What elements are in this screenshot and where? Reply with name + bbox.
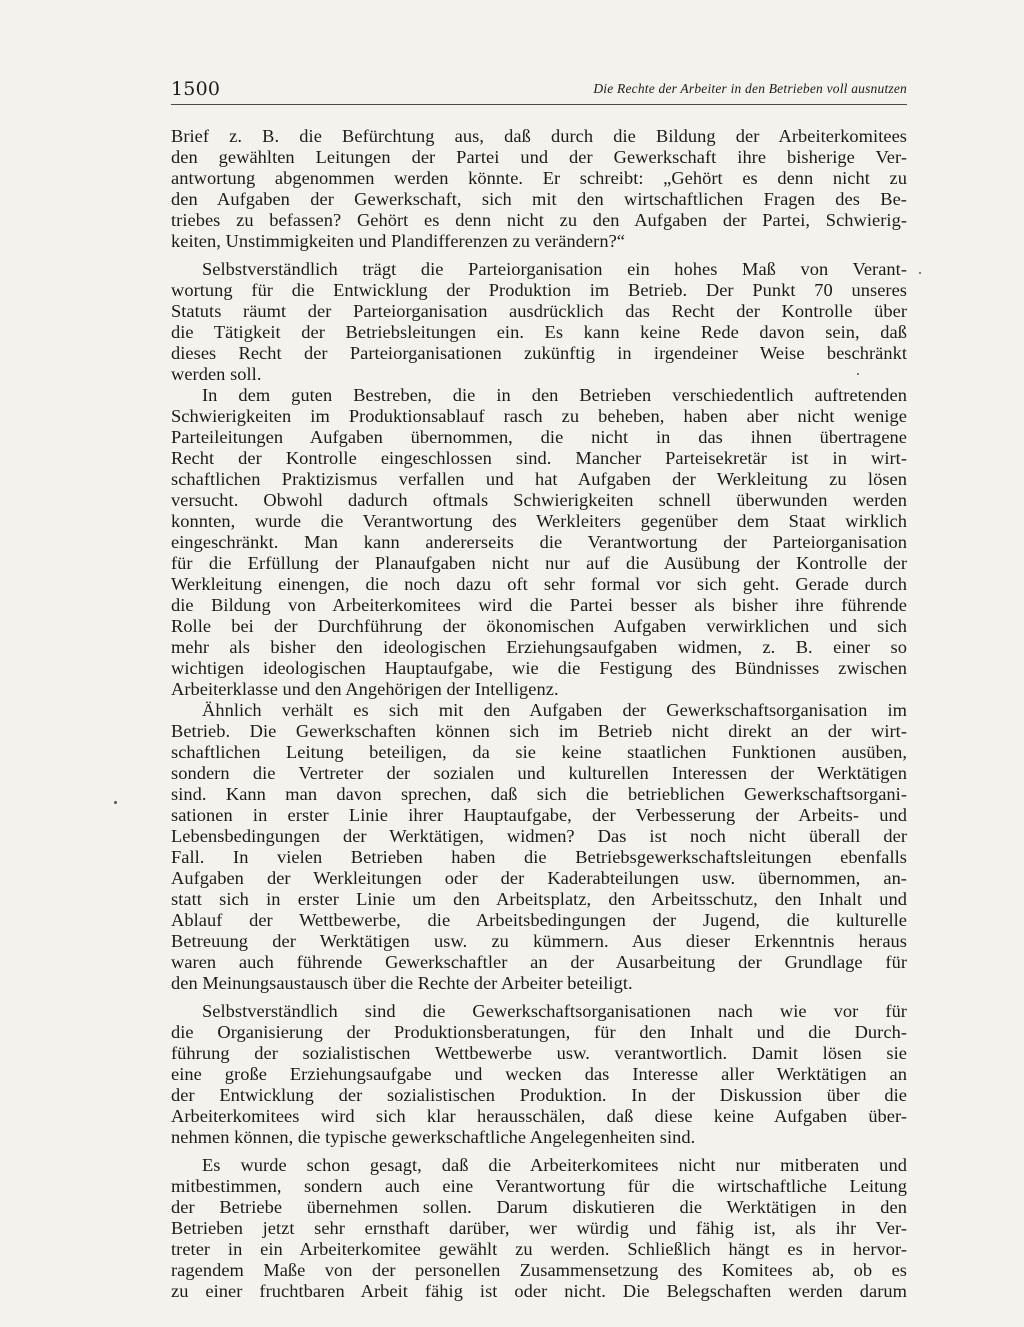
text-line: Recht der Kontrolle eingeschlossen sind. Mancher Parteisekretär ist in wirt- [171, 448, 907, 468]
text-line: versucht. Obwohl dadurch oftmals Schwierigkeiten schnell überwunden werden [171, 490, 907, 510]
text-line: Statuts räumt der Parteiorganisation ausdrücklich das Recht der Kontrolle über [171, 301, 907, 321]
text-line: eine große Erziehungsaufgabe und wecken das Interesse aller Werktätigen an [171, 1064, 907, 1084]
text-line: für die Erfüllung der Planaufgaben nicht nur auf die Ausübung der Kontrolle der [171, 553, 907, 573]
text-line: triebes zu befassen? Gehört es denn nicht zu den Aufgaben der Partei, Schwierig- [171, 210, 907, 230]
running-title: Die Rechte der Arbeiter in den Betrieben voll ausnutzen [593, 81, 907, 96]
text-line: Rolle bei der Durchführung der ökonomischen Aufgaben verwirklichen und sich [171, 616, 907, 636]
text-line: den gewählten Leitungen der Partei und der Gewerkschaft ihre bisherige Ver- [171, 147, 907, 167]
text-line: eingeschränkt. Man kann andererseits die Verantwortung der Parteiorganisation [171, 532, 907, 552]
text-line: antwortung abgenommen werden könnte. Er schreibt: „Gehört es denn nicht zu [171, 168, 907, 188]
text-line: keiten, Unstimmigkeiten und Plandifferenzen zu verändern?“ [171, 231, 625, 251]
page-number: 1500 [171, 78, 221, 100]
text-line: Betreuung der Werktätigen usw. zu kümmern. Aus dieser Erkenntnis heraus [171, 931, 907, 951]
text-line: Fall. In vielen Betrieben haben die Betriebsgewerkschaftsleitungen ebenfalls [171, 847, 907, 867]
scan-speck [114, 801, 117, 804]
text-line: führung der sozialistischen Wettbewerbe usw. verantwortlich. Damit lösen sie [171, 1043, 907, 1063]
text-line: treter in ein Arbeiterkomitee gewählt zu werden. Schließlich hängt es in hervor- [171, 1239, 907, 1259]
text-line: wichtigen ideologischen Hauptaufgabe, wie die Festigung des Bündnisses zwischen [171, 658, 907, 678]
paragraph-start-line: Selbstverständlich trägt die Parteiorganisation ein hohes Maß von Verant- [202, 259, 907, 279]
text-line: konnten, wurde die Verantwortung des Werkleiters gegenüber dem Staat wirklich [171, 511, 907, 531]
text-line: statt sich in erster Linie um den Arbeitsplatz, den Arbeitsschutz, den Inhalt und [171, 889, 907, 909]
text-line: waren auch führende Gewerkschaftler an der Ausarbeitung der Grundlage für [171, 952, 907, 972]
text-line: Parteileitungen Aufgaben übernommen, die nicht in das ihnen übertragene [171, 427, 907, 447]
text-line: Werkleitung einengen, die noch dazu oft sehr formal vor sich geht. Gerade durch [171, 574, 907, 594]
text-line: zu einer fruchtbaren Arbeit fähig ist oder nicht. Die Belegschaften werden darum [171, 1281, 907, 1301]
text-line: wortung für die Entwicklung der Produktion im Betrieb. Der Punkt 70 unseres [171, 280, 907, 300]
text-line: mehr als bisher den ideologischen Erziehungsaufgaben widmen, z. B. einer so [171, 637, 907, 657]
text-line: die Organisierung der Produktionsberatungen, für den Inhalt und die Durch- [171, 1022, 907, 1042]
text-line: sind. Kann man davon sprechen, daß sich die betrieblichen Gewerkschaftsorgani- [171, 784, 907, 804]
text-line: sondern die Vertreter der sozialen und kulturellen Interessen der Werktätigen [171, 763, 907, 783]
text-line: der Betriebe übernehmen sollen. Darum diskutieren die Werktätigen in den [171, 1197, 907, 1217]
text-line: Schwierigkeiten im Produktionsablauf rasch zu beheben, haben aber nicht wenige [171, 406, 907, 426]
text-line: Brief z. B. die Befürchtung aus, daß durch die Bildung der Arbeiterkomitees [171, 126, 907, 146]
text-line: ragendem Maße von der personellen Zusammensetzung des Komitees ab, ob es [171, 1260, 907, 1280]
body-text [171, 126, 907, 1302]
text-line: die Tätigkeit der Betriebsleitungen ein. Es kann keine Rede davon sein, daß [171, 322, 907, 342]
text-line: den Meinungsaustausch über die Rechte der Arbeiter beteiligt. [171, 973, 633, 993]
text-line: schaftlichen Praktizismus verfallen und hat Aufgaben der Werkleitung zu lösen [171, 469, 907, 489]
text-line: Arbeiterklasse und den Angehörigen der Intelligenz. [171, 679, 559, 699]
text-line: nehmen können, die typische gewerkschaftliche Angelegenheiten sind. [171, 1127, 696, 1147]
paragraph-start-line: Selbstverständlich sind die Gewerkschaftsorganisationen nach wie vor für [202, 1001, 907, 1021]
paragraph-start-line: Es wurde schon gesagt, daß die Arbeiterkomitees nicht nur mitberaten und [202, 1155, 907, 1175]
text-line: dieses Recht der Parteiorganisationen zukünftig in irgendeiner Weise beschränkt [171, 343, 907, 363]
text-line: Lebensbedingungen der Werktätigen, widmen? Das ist noch nicht überall der [171, 826, 907, 846]
scan-speck [857, 373, 859, 375]
text-line: Aufgaben der Werkleitungen oder der Kaderabteilungen usw. übernommen, an- [171, 868, 907, 888]
text-line: Betrieb. Die Gewerkschaften können sich im Betrieb nicht direkt an der wirt- [171, 721, 907, 741]
paragraph-start-line: In dem guten Bestreben, die in den Betrieben verschiedentlich auftretenden [202, 385, 907, 405]
text-line: die Bildung von Arbeiterkomitees wird die Partei besser als bisher ihre führende [171, 595, 907, 615]
text-line: Ablauf der Wettbewerbe, die Arbeitsbedingungen der Jugend, die kulturelle [171, 910, 907, 930]
header-rule [171, 104, 907, 105]
text-line: Arbeiterkomitees wird sich klar herausschälen, daß diese keine Aufgaben über- [171, 1106, 907, 1126]
text-line: schaftlichen Leitung beteiligen, da sie keine staatlichen Funktionen ausüben, [171, 742, 907, 762]
paragraph-start-line: Ähnlich verhält es sich mit den Aufgaben der Gewerkschaftsorganisation im [202, 700, 907, 720]
text-line: sationen in erster Linie ihrer Hauptaufgabe, der Verbesserung der Arbeits- und [171, 805, 907, 825]
text-line: mitbestimmen, sondern auch eine Verantwortung für die wirtschaftliche Leitung [171, 1176, 907, 1196]
text-line: den Aufgaben der Gewerkschaft, sich mit den wirtschaftlichen Fragen des Be- [171, 189, 907, 209]
scan-speck [919, 272, 921, 274]
text-line: der Entwicklung der sozialistischen Produktion. In der Diskussion über die [171, 1085, 907, 1105]
page-header [171, 78, 907, 100]
text-line: Betrieben jetzt sehr ernsthaft darüber, wer würdig und fähig ist, als ihr Ver- [171, 1218, 907, 1238]
text-line: werden soll. [171, 364, 262, 384]
